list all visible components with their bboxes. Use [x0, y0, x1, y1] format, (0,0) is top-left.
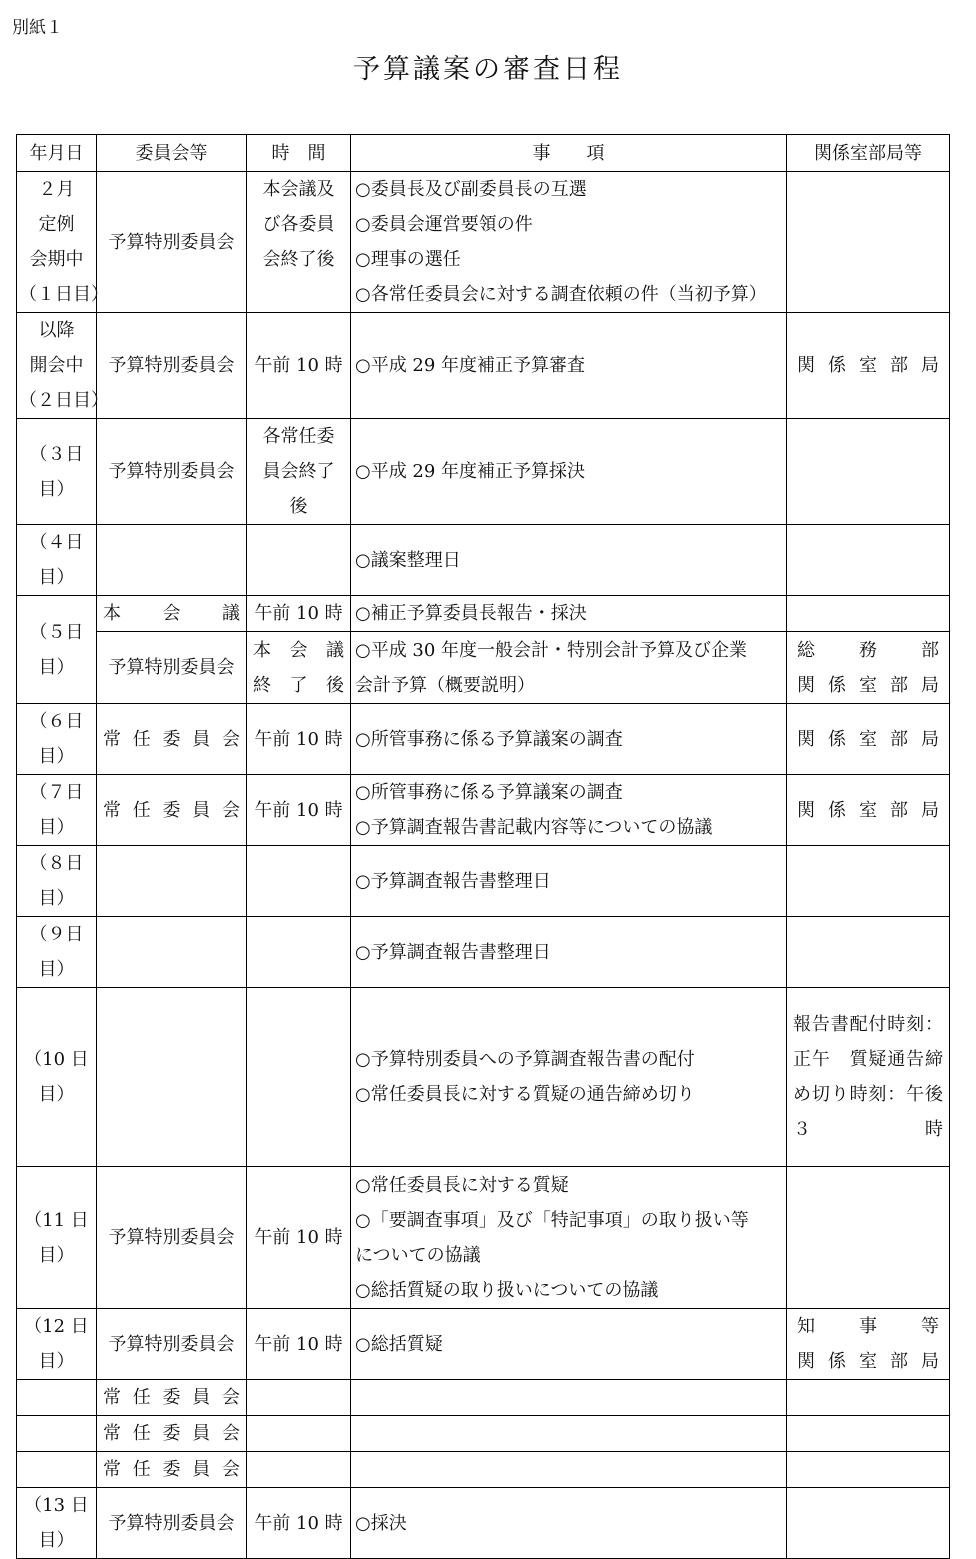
table-row	[17, 988, 950, 1167]
date-cell	[17, 1452, 97, 1488]
committee-cell: 常任委員会	[97, 1452, 247, 1488]
col-header-committee: 委員会等	[97, 135, 247, 172]
committee-cell: 本会議	[97, 596, 247, 632]
date-cell: （10 日目）	[17, 988, 97, 1167]
date-cell	[17, 1380, 97, 1416]
dept-cell	[787, 917, 950, 988]
col-header-dept: 関係室部局等	[787, 135, 950, 172]
dept-cell	[787, 172, 950, 313]
dept-cell	[787, 1488, 950, 1559]
items-cell: ○総括質疑	[351, 1309, 787, 1380]
time-cell: 午前 10 時	[247, 775, 351, 846]
date-cell: 以降 開会中 （２日目）	[17, 313, 97, 419]
items-cell: ○所管事務に係る予算議案の調査 ○予算調査報告書記載内容等についての協議	[351, 775, 787, 846]
time-cell: 午前 10 時	[247, 704, 351, 775]
date-cell: ２月 定例 会期中 （１日目）	[17, 172, 97, 313]
items-cell: ○平成 29 年度補正予算審査	[351, 313, 787, 419]
date-cell: （３日目）	[17, 419, 97, 525]
dept-cell: 総務部 関係室部局	[787, 632, 950, 704]
committee-cell: 予算特別委員会	[97, 1167, 247, 1309]
table-row	[17, 1452, 950, 1488]
schedule-table	[16, 134, 950, 1559]
date-cell: （９日目）	[17, 917, 97, 988]
time-cell	[247, 917, 351, 988]
committee-cell	[97, 525, 247, 596]
table-row	[17, 1167, 950, 1309]
items-cell: ○委員長及び副委員長の互選 ○委員会運営要領の件 ○理事の選任 ○各常任委員会に対する調査依頼の件（当初予算）	[351, 172, 787, 313]
items-cell: ○平成 29 年度補正予算採決	[351, 419, 787, 525]
date-cell: （11 日目）	[17, 1167, 97, 1309]
time-cell	[247, 988, 351, 1167]
dept-cell: 関係室部局	[787, 775, 950, 846]
time-cell: 午前 10 時	[247, 1488, 351, 1559]
time-cell	[247, 846, 351, 917]
items-cell	[351, 1380, 787, 1416]
time-cell: 午前 10 時	[247, 1309, 351, 1380]
committee-cell: 常任委員会	[97, 1416, 247, 1452]
committee-cell: 予算特別委員会	[97, 1488, 247, 1559]
date-cell: （12 日目）	[17, 1309, 97, 1380]
table-row	[17, 846, 950, 917]
col-header-items: 事 項	[351, 135, 787, 172]
time-cell: 午前 10 時	[247, 313, 351, 419]
table-row	[17, 1380, 950, 1416]
table-row	[17, 775, 950, 846]
table-row	[17, 596, 950, 632]
col-header-time: 時 間	[247, 135, 351, 172]
items-cell: ○常任委員長に対する質疑 ○「要調査事項」及び「特記事項」の取り扱い等 についての協議 ○総括質疑の取り扱いについての協議	[351, 1167, 787, 1309]
date-cell: （５日目）	[17, 596, 97, 704]
date-cell: （13 日目）	[17, 1488, 97, 1559]
table-row	[17, 313, 950, 419]
items-cell: ○採決	[351, 1488, 787, 1559]
table-row	[17, 172, 950, 313]
items-cell	[351, 1452, 787, 1488]
dept-cell: 報告書配付時刻：正午 質疑通告締め切り時刻：午後３時	[787, 988, 950, 1167]
time-cell	[247, 1380, 351, 1416]
time-cell: 午前 10 時	[247, 596, 351, 632]
items-cell: ○予算調査報告書整理日	[351, 846, 787, 917]
page-title: 予算議案の審査日程	[353, 54, 623, 85]
dept-cell: 知事等 関係室部局	[787, 1309, 950, 1380]
time-cell: 本会議 終了後	[247, 632, 351, 704]
dept-cell: 関係室部局	[787, 313, 950, 419]
dept-cell: 関係室部局	[787, 704, 950, 775]
items-cell: ○補正予算委員長報告・採決	[351, 596, 787, 632]
committee-cell: 予算特別委員会	[97, 632, 247, 704]
header-row	[17, 135, 950, 172]
dept-cell	[787, 1380, 950, 1416]
time-cell: 本会議及 び各委員 会終了後	[247, 172, 351, 313]
table-row	[17, 1488, 950, 1559]
items-cell: ○平成 30 年度一般会計・特別会計予算及び企業 会計予算（概要説明）	[351, 632, 787, 704]
items-cell: ○予算特別委員への予算調査報告書の配付 ○常任委員長に対する質疑の通告締め切り	[351, 988, 787, 1167]
committee-cell: 常任委員会	[97, 1380, 247, 1416]
table-row	[17, 525, 950, 596]
dept-cell	[787, 419, 950, 525]
table-row	[17, 704, 950, 775]
dept-cell	[787, 596, 950, 632]
items-cell: ○予算調査報告書整理日	[351, 917, 787, 988]
date-cell: （４日目）	[17, 525, 97, 596]
dept-cell	[787, 1452, 950, 1488]
dept-cell	[787, 1167, 950, 1309]
attachment-label: 別紙１	[12, 18, 63, 38]
committee-cell: 予算特別委員会	[97, 1309, 247, 1380]
committee-cell	[97, 988, 247, 1167]
table-row	[17, 419, 950, 525]
time-cell	[247, 1416, 351, 1452]
time-cell	[247, 525, 351, 596]
date-cell: （７日目）	[17, 775, 97, 846]
committee-cell: 常任委員会	[97, 704, 247, 775]
committee-cell	[97, 917, 247, 988]
table-row	[17, 1416, 950, 1452]
date-cell	[17, 1416, 97, 1452]
time-cell: 各常任委 員会終了 後	[247, 419, 351, 525]
dept-cell	[787, 525, 950, 596]
committee-cell: 予算特別委員会	[97, 313, 247, 419]
date-cell: （８日目）	[17, 846, 97, 917]
table-row	[17, 1309, 950, 1380]
date-cell: （６日目）	[17, 704, 97, 775]
table-row	[17, 917, 950, 988]
dept-cell	[787, 846, 950, 917]
dept-cell	[787, 1416, 950, 1452]
items-cell: ○議案整理日	[351, 525, 787, 596]
items-cell: ○所管事務に係る予算議案の調査	[351, 704, 787, 775]
committee-cell	[97, 846, 247, 917]
time-cell	[247, 1452, 351, 1488]
committee-cell: 常任委員会	[97, 775, 247, 846]
committee-cell: 予算特別委員会	[97, 419, 247, 525]
items-cell	[351, 1416, 787, 1452]
committee-cell: 予算特別委員会	[97, 172, 247, 313]
time-cell: 午前 10 時	[247, 1167, 351, 1309]
table-row	[17, 632, 950, 704]
col-header-date: 年月日	[17, 135, 97, 172]
